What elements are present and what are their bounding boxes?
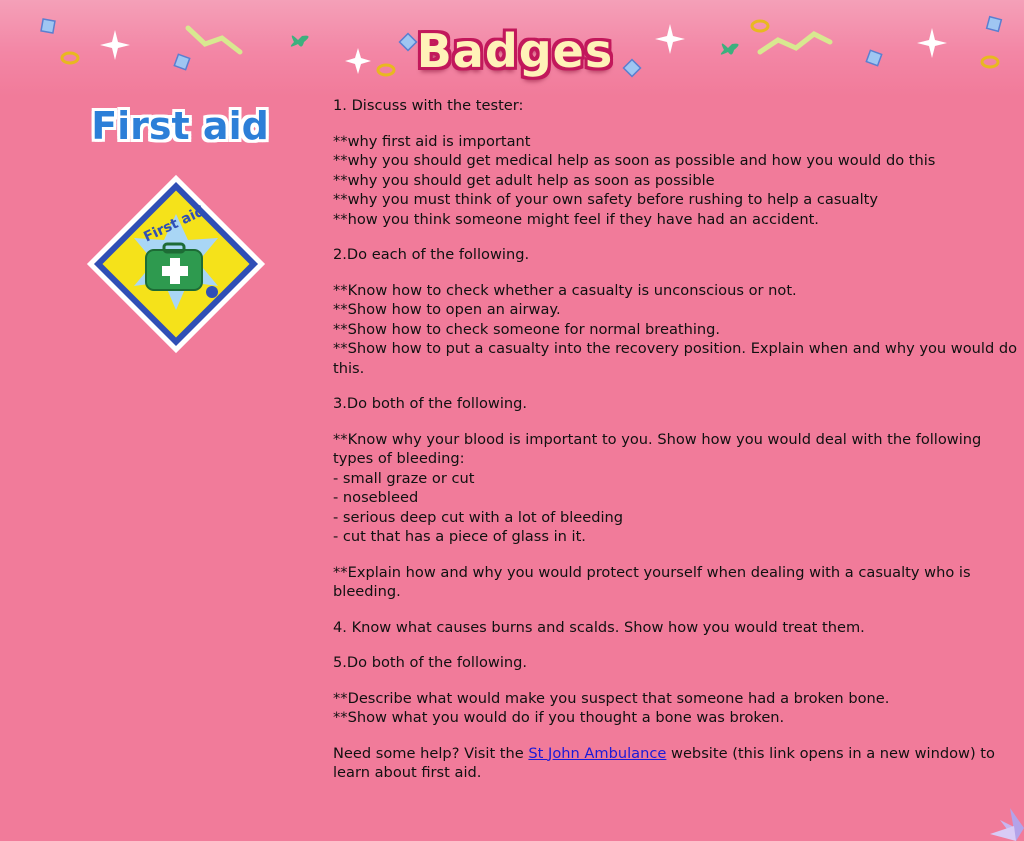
first-aid-badge-image — [80, 168, 272, 360]
section-2-list — [333, 281, 1018, 379]
badge-title: First aid — [91, 104, 269, 148]
section-4 — [333, 618, 1018, 638]
list-item: - nosebleed — [333, 489, 419, 506]
section-heading: 3.Do both of the following. — [333, 395, 528, 412]
trefoil-icon — [206, 286, 218, 298]
st-john-ambulance-link[interactable]: St John Ambulance — [528, 744, 667, 762]
list-item: - small graze or cut — [333, 469, 475, 487]
badge-image-label: First aid — [141, 203, 208, 246]
list-item: **Know how to check whether a casualty is unconscious or not. — [333, 281, 797, 299]
section-heading: 4. Know what causes burns and scalds. Show how you would treat them. — [333, 618, 865, 636]
list-item: **Show what you would do if you thought a bone was broken. — [333, 709, 785, 726]
header-banner — [0, 0, 1024, 96]
page-title-logo — [360, 16, 670, 86]
list-item: **Show how to open an airway. — [333, 301, 561, 318]
section-3-bleeding — [333, 430, 1018, 547]
page-title: Badges — [416, 24, 614, 78]
help-text-before: Need some help? Visit the — [333, 744, 529, 762]
section-1 — [333, 96, 1018, 116]
list-item: **why first aid is important — [333, 132, 531, 150]
list-item: **Show how to check someone for normal breathing. — [333, 320, 721, 338]
protect-item: **Explain how and why you would protect yourself when dealing with a casualty who is bleeding. — [333, 563, 971, 600]
list-item: **why you must think of your own safety before rushing to help a casualty — [333, 191, 879, 208]
section-5 — [333, 653, 1018, 673]
list-item: **why you should get medical help as soon as possible and how you would do this — [333, 152, 936, 169]
requirements-content — [333, 96, 1018, 799]
blood-intro: **Know why your blood is important to you. Show how you would deal with the following types of bleeding: — [333, 430, 982, 467]
flower-icon — [980, 800, 1024, 841]
section-heading: 1. Discuss with the tester: — [333, 97, 524, 114]
list-item: **Describe what would make you suspect that someone had a broken bone. — [333, 689, 890, 707]
list-item: - cut that has a piece of glass in it. — [333, 528, 586, 545]
list-item: **how you think someone might feel if they have had an accident. — [333, 210, 819, 228]
section-heading: 2.Do each of the following. — [333, 246, 530, 263]
first-aid-kit-icon — [146, 244, 202, 290]
help-paragraph — [333, 744, 1018, 783]
list-item: **Show how to put a casualty into the recovery position. Explain when and why you would do this. — [333, 340, 1018, 377]
section-2 — [333, 245, 1018, 265]
section-3 — [333, 394, 1018, 414]
section-1-list — [333, 132, 1018, 230]
section-3-protect — [333, 563, 1018, 602]
section-heading: 5.Do both of the following. — [333, 654, 528, 671]
list-item: **why you should get adult help as soon as possible — [333, 171, 715, 189]
section-5-list — [333, 689, 1018, 728]
help-text-after: website (this link opens in a new window) to learn about first aid. — [333, 744, 995, 781]
list-item: - serious deep cut with a lot of bleeding — [333, 508, 624, 526]
